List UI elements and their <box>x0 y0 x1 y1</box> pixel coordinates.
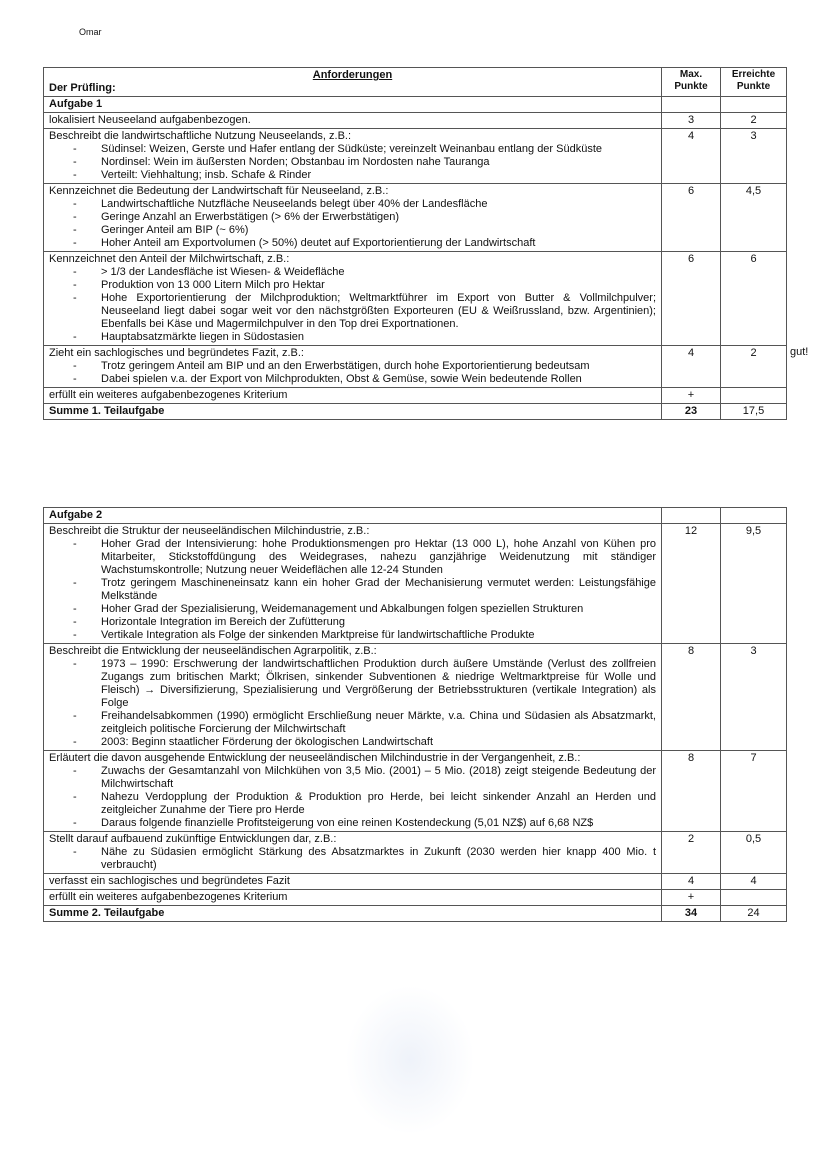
criterion-cell <box>44 644 662 751</box>
criterion-row <box>44 346 787 388</box>
criterion-text: Kennzeichnet den Anteil der Milchwirtschaft, z.B.: <box>49 253 290 265</box>
criterion-row <box>44 184 787 252</box>
example-item: - Nähe zu Südasien ermöglicht Stärkung des Absatzmarktes in Zukunft (2030 werden hier knapp 400 Mio. t verbraucht) <box>101 846 656 872</box>
achieved-points-cell: 2 <box>721 346 787 388</box>
example-item: - Daraus folgende finanzielle Profitsteigerung von eine reinen Kostendeckung (5,01 NZ$) auf 6,68 NZ$ <box>101 817 656 830</box>
max-points-cell: 12 <box>662 524 721 644</box>
example-item: - Landwirtschaftliche Nutzfläche Neuseelands belegt über 40% der Landesfläche <box>101 198 656 211</box>
sum-achieved-points: 17,5 <box>721 404 787 420</box>
criterion-cell <box>44 252 662 346</box>
example-item: - Dabei spielen v.a. der Export von Milchprodukten, Obst & Gemüse, sowie Wein bedeutende Rollen <box>101 373 656 386</box>
criterion-examples <box>49 266 656 344</box>
task-title-row <box>44 97 787 113</box>
achieved-points-cell <box>721 890 787 906</box>
example-item: - Trotz geringem Anteil am BIP und an den Erwerbstätigen, durch hohe Exportorientierung bedeutsam <box>101 360 656 373</box>
criterion-examples <box>49 846 656 872</box>
criterion-row <box>44 252 787 346</box>
empty-cell <box>662 97 721 113</box>
achieved-points-cell <box>721 388 787 404</box>
achieved-points-cell: 2 <box>721 113 787 129</box>
max-points-cell: 3 <box>662 113 721 129</box>
example-item: - Hoher Anteil am Exportvolumen (> 50%) deutet auf Exportorientierung der Landwirtschaft <box>101 237 656 250</box>
criterion-row <box>44 644 787 751</box>
max-points-cell: 2 <box>662 832 721 874</box>
empty-cell <box>721 508 787 524</box>
criterion-row <box>44 129 787 184</box>
task-1-criteria <box>44 113 787 404</box>
max-points-cell: 6 <box>662 252 721 346</box>
criterion-row <box>44 388 787 404</box>
criterion-cell <box>44 890 662 906</box>
empty-cell <box>662 508 721 524</box>
max-points-cell: + <box>662 388 721 404</box>
achieved-points-cell: 7 <box>721 751 787 832</box>
max-points-cell: 4 <box>662 129 721 184</box>
header-row <box>44 68 787 97</box>
example-item: - Südinsel: Weizen, Gerste und Hafer entlang der Südküste; vereinzelt Weinanbau entlang der Südküste <box>101 143 656 156</box>
criterion-cell <box>44 874 662 890</box>
requirements-title: Anforderungen <box>312 69 393 81</box>
achieved-points-cell: 6 <box>721 252 787 346</box>
sum-row <box>44 906 787 922</box>
criterion-cell <box>44 832 662 874</box>
criterion-text: verfasst ein sachlogisches und begründetes Fazit <box>49 875 290 887</box>
example-item: - Geringer Anteil am BIP (~ 6%) <box>101 224 656 237</box>
criterion-examples <box>49 360 656 386</box>
example-item: - Vertikale Integration als Folge der sinkenden Marktpreise für landwirtschaftliche Produkte <box>101 629 656 642</box>
criterion-examples <box>49 658 656 749</box>
sum-achieved-points: 24 <box>721 906 787 922</box>
candidate-label: Der Prüfling: <box>49 82 116 94</box>
criterion-text: Kennzeichnet die Bedeutung der Landwirtschaft für Neuseeland, z.B.: <box>49 185 389 197</box>
example-item: - Hauptabsatzmärkte liegen in Südostasien <box>101 331 656 344</box>
sum-max-points: 23 <box>662 404 721 420</box>
criterion-cell <box>44 388 662 404</box>
achieved-points-header: Erreichte Punkte <box>721 68 787 97</box>
criterion-text: erfüllt ein weiteres aufgabenbezogenes Kriterium <box>49 891 288 903</box>
achieved-points-cell: 0,5 <box>721 832 787 874</box>
example-item: - Geringe Anzahl an Erwerbstätigen (> 6% der Erwerbstätigen) <box>101 211 656 224</box>
max-points-cell: 4 <box>662 874 721 890</box>
achieved-points-cell: 3 <box>721 129 787 184</box>
max-points-cell: + <box>662 890 721 906</box>
example-item: - Hoher Grad der Spezialisierung, Weidemanagement und Abkalbungen folgen speziellen Strukturen <box>101 603 656 616</box>
sum-label: Summe 2. Teilaufgabe <box>44 906 662 922</box>
criterion-text: lokalisiert Neuseeland aufgabenbezogen. <box>49 114 251 126</box>
requirements-header-cell <box>44 68 662 97</box>
example-item: - Produktion von 13 000 Litern Milch pro Hektar <box>101 279 656 292</box>
example-item: - Verteilt: Viehhaltung; insb. Schafe & Rinder <box>101 169 656 182</box>
achieved-points-cell: 3 <box>721 644 787 751</box>
max-points-header: Max. Punkte <box>662 68 721 97</box>
criterion-cell <box>44 346 662 388</box>
example-item: - Trotz geringem Maschineneinsatz kann ein hoher Grad der Mechanisierung vermutet werden: Leistungsfähige Melkstände <box>101 577 656 603</box>
criterion-text: Beschreibt die Struktur der neuseeländischen Milchindustrie, z.B.: <box>49 525 370 537</box>
task-1-title: Aufgabe 1 <box>44 97 662 113</box>
criterion-examples <box>49 765 656 830</box>
author-name: Omar <box>79 27 102 37</box>
criterion-text: Beschreibt die landwirtschaftliche Nutzung Neuseelands, z.B.: <box>49 130 352 142</box>
criterion-row <box>44 751 787 832</box>
empty-cell <box>721 97 787 113</box>
criterion-row <box>44 890 787 906</box>
sum-label: Summe 1. Teilaufgabe <box>44 404 662 420</box>
criterion-examples <box>49 198 656 250</box>
handwritten-remark: gut! <box>790 346 809 358</box>
example-item: - 1973 – 1990: Erschwerung der landwirtschaftlichen Produktion durch äußere Umstände (Verlust des zollfreien Zugangs zum britischen Markt; Ölkrisen, sinkender Subventionen & niedrige Weltmarktpreise für Wolle und Fleisch) → Diversifizierung, Spezialisierung und Vergrößerung der Betriebsstrukturen (vertikale Integration) als Folge <box>101 658 656 710</box>
sum-max-points: 34 <box>662 906 721 922</box>
criterion-cell <box>44 524 662 644</box>
example-item: - Freihandelsabkommen (1990) ermöglicht Erschließung neuer Märkte, v.a. China und Südasien als Absatzmarkt, zeitgleich politische Forcierung der Milchwirtschaft <box>101 710 656 736</box>
criterion-cell <box>44 184 662 252</box>
criterion-text: Zieht ein sachlogisches und begründetes Fazit, z.B.: <box>49 347 304 359</box>
grading-table-task-1 <box>43 67 787 420</box>
achieved-points-cell: 4 <box>721 874 787 890</box>
grading-table-task-2 <box>43 507 787 922</box>
scan-smudge <box>345 985 475 1135</box>
criterion-text: Erläutert die davon ausgehende Entwicklung der neuseeländischen Milchindustrie in der Vergangenheit, z.B.: <box>49 752 581 764</box>
max-points-cell: 8 <box>662 751 721 832</box>
criterion-row <box>44 524 787 644</box>
criterion-examples <box>49 143 656 182</box>
task-2-title: Aufgabe 2 <box>44 508 662 524</box>
example-item: - Hohe Exportorientierung der Milchproduktion; Weltmarktführer im Export von Butter & Vollmilchpulver; Neuseeland liegt dabei sogar weit vor den nächstgrößten Exporteuren (EU & Weißrussland, bzw. Argentinien); Ebenfalls bei Käse und Magermilchpulver in den Top drei Exportnationen. <box>101 292 656 331</box>
criterion-cell <box>44 129 662 184</box>
achieved-points-cell: 4,5 <box>721 184 787 252</box>
example-item: - Horizontale Integration im Bereich der Zufütterung <box>101 616 656 629</box>
criterion-examples <box>49 538 656 642</box>
example-item: - 2003: Beginn staatlicher Förderung der ökologischen Landwirtschaft <box>101 736 656 749</box>
example-item: - Zuwachs der Gesamtanzahl von Milchkühen von 3,5 Mio. (2001) – 5 Mio. (2018) zeigt steigende Bedeutung der Milchwirtschaft <box>101 765 656 791</box>
sum-row <box>44 404 787 420</box>
example-item: - Hoher Grad der Intensivierung: hohe Produktionsmengen pro Hektar (13 000 L), hohe Anzahl von Kühen pro Mitarbeiter, Stickstoffdüngung des Weidegrases, nahezu ganzjährige Weidenutzung mit ständiger Wachstumskontrolle; Nutzung neuer Weideflächen alle 12-24 Stunden <box>101 538 656 577</box>
criterion-row <box>44 113 787 129</box>
criterion-text: Stellt darauf aufbauend zukünftige Entwicklungen dar, z.B.: <box>49 833 337 845</box>
criterion-text: erfüllt ein weiteres aufgabenbezogenes Kriterium <box>49 389 288 401</box>
max-points-cell: 8 <box>662 644 721 751</box>
criterion-cell <box>44 113 662 129</box>
task-2-criteria <box>44 524 787 906</box>
max-points-cell: 4 <box>662 346 721 388</box>
example-item: - > 1/3 der Landesfläche ist Wiesen- & Weidefläche <box>101 266 656 279</box>
example-item: - Nahezu Verdopplung der Produktion & Produktion pro Herde, bei leicht sinkender Anzahl an Herden und zeitgleicher Zunahme der Tiere pro Herde <box>101 791 656 817</box>
task-title-row <box>44 508 787 524</box>
criterion-cell <box>44 751 662 832</box>
criterion-row <box>44 832 787 874</box>
example-item: - Nordinsel: Wein im äußersten Norden; Obstanbau im Nordosten nahe Tauranga <box>101 156 656 169</box>
achieved-points-cell: 9,5 <box>721 524 787 644</box>
max-points-cell: 6 <box>662 184 721 252</box>
criterion-row <box>44 874 787 890</box>
criterion-text: Beschreibt die Entwicklung der neuseeländischen Agrarpolitik, z.B.: <box>49 645 377 657</box>
